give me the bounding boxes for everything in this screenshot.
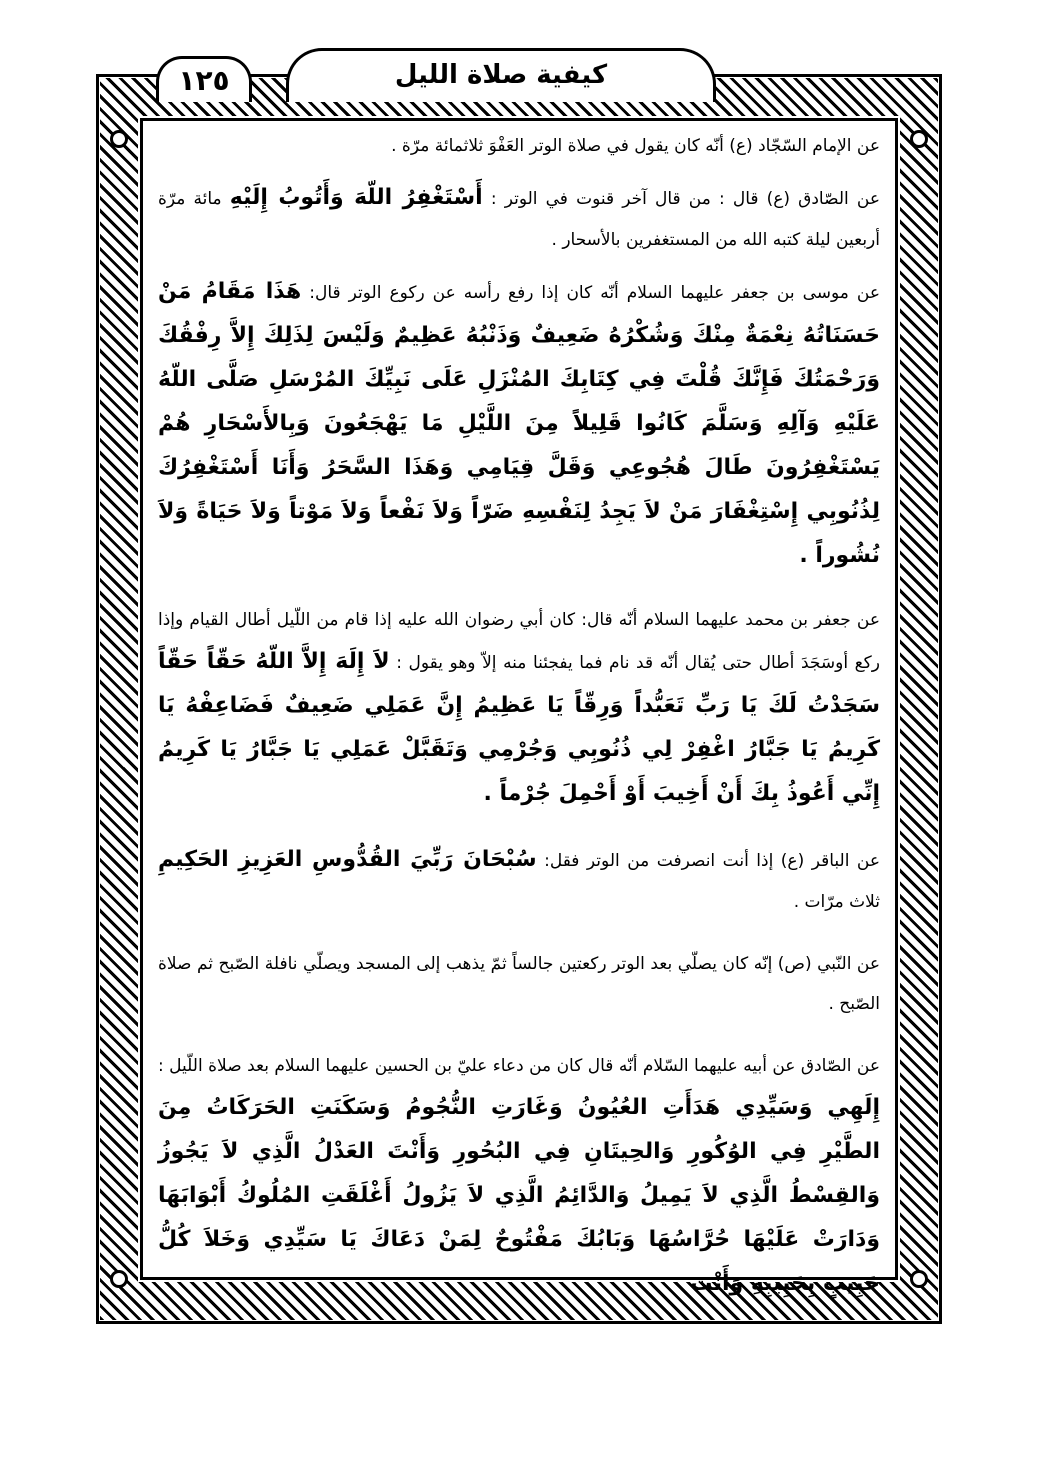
page-title: كيفية صلاة الليل	[286, 48, 716, 102]
narration-text: مائة مرّة أربعين ليلة كتبه الله من المستغفرين بالأسحار .	[158, 189, 880, 250]
narration-text: عن الباقر (ع) إذا أنت انصرفت من الوتر فقل:	[536, 851, 880, 871]
paragraph	[158, 838, 880, 922]
paragraph	[158, 600, 880, 816]
paragraph	[158, 176, 880, 260]
corner-ornament-icon	[110, 130, 128, 148]
corner-ornament-icon	[910, 130, 928, 148]
page-number: ١٢٥	[156, 56, 252, 102]
narration-text: عن موسى بن جعفر عليهما السلام أنّه كان إذا رفع رأسه عن ركوع الوتر قال:	[301, 283, 880, 303]
narration-text: عن النّبي (ص) إنّه كان يصلّي بعد الوتر ركعتين جالساً ثمّ يذهب إلى المسجد ويصلّي نافلة الصّبح ثم صلاة الصّبح .	[158, 954, 880, 1014]
page-content	[158, 126, 880, 1306]
dua-text: أَسْتَغْفِرُ اللّهَ وَأَتُوبُ إِلَيْهِ	[229, 185, 483, 210]
paragraph	[158, 270, 880, 578]
narration-text: عن الصّادق عن أبيه عليهما السّلام أنّه قال كان من دعاء عليّ بن الحسين عليهما السلام بعد صلاة اللّيل :	[158, 1056, 880, 1076]
narration-text: عن جعفر بن محمد عليهما السلام أنّه قال: كان أبي رضوان الله عليه إذا قام من اللّيل أطال القيام وإذا ركع أوسَجَدَ أطال حتى يُقال أنّه قد نام فما يفجئنا منه إلاّ وهو يقول :	[158, 610, 880, 673]
narration-text: ثلاث مرّات .	[793, 892, 880, 912]
dua-text: إِلَهِي وَسَيِّدِي هَدَأَتِ العُيُونُ وَغَارَتِ النُّجُومُ وَسَكَنَتِ الحَرَكَاتُ مِنَ الطَّيْرِ فِي الوُكُورِ وَالحِيتَانِ فِي البُحُورِ وَأَنْتَ العَدْلُ الَّذِي لاَ يَجُوزُ وَالقِسْطُ الَّذِي لاَ يَمِيلُ وَالدَّائِمُ الَّذِي لاَ يَزُولُ أَغْلَقَتِ المُلُوكُ أَبْوَابَهَا وَدَارَتْ عَلَيْهَا حُرَّاسُهَا وَبَابُكَ مَفْتُوحٌ لِمَنْ دَعَاكَ يَا سَيِّدِي وَخَلاَ كُلُّ حَبِيبٍ بِحَبِيبِهِ وَأَنْتَ	[158, 1095, 880, 1296]
paragraph	[158, 944, 880, 1024]
paragraph	[158, 1046, 880, 1306]
dua-text: هَذَا مَقَامُ مَنْ حَسَنَاتُهُ نِعْمَةٌ مِنْكَ وَشُكْرُهُ ضَعِيفٌ وَذَنْبُهُ عَظِيمٌ وَلَيْسَ لِذَلِكَ إِلاَّ رِفْقُكَ وَرَحْمَتُكَ فَإِنَّكَ قُلْتَ فِي كِتَابِكَ المُنْزَلِ عَلَى نَبِيِّكَ المُرْسَلِ صَلَّى اللّهُ عَلَيْهِ وَآلِهِ وَسَلَّمَ كَانُوا قَلِيلاً مِنَ اللَّيْلِ مَا يَهْجَعُونَ وَبِالأَسْحَارِ هُمْ يَسْتَغْفِرُونَ طَالَ هُجُوعِي وَقَلَّ قِيَامِي وَهَذَا السَّحَرُ وَأَنَا أَسْتَغْفِرُكَ لِذُنُوبِي إِسْتِغْفَارَ مَنْ لاَ يَجِدُ لِنَفْسِهِ ضَرّاً وَلاَ نَفْعاً وَلاَ مَوْتاً وَلاَ حَيَاةً وَلاَ نُشُوراً .	[158, 279, 880, 568]
paragraph	[158, 126, 880, 166]
dua-text: لاَ إِلَهَ إِلاَّ اللّهُ حَقّاً حَقّاً سَجَدْتُ لَكَ يَا رَبِّ تَعَبُّداً وَرِقّاً يَا عَظِيمُ إِنَّ عَمَلِي ضَعِيفٌ فَضَاعِفْهُ يَا كَرِيمُ يَا جَبَّارُ اغْفِرْ لِي ذُنُوبِي وَجُرْمِي وَتَقَبَّلْ عَمَلِي يَا جَبَّارُ يَا كَرِيمُ إِنِّي أَعُوذُ بِكَ أَنْ أَخِيبَ أَوْ أَحْمِلَ جُرْماً .	[158, 649, 880, 806]
narration-text: عن الإمام السّجّاد (ع) أنّه كان يقول في صلاة الوتر العَفْوَ ثلاثمائة مرّة .	[391, 136, 880, 156]
dua-text: سُبْحَانَ رَبِّيَ القُدُّوسِ العَزِيزِ الحَكِيمِ	[158, 847, 537, 872]
corner-ornament-icon	[110, 1270, 128, 1288]
narration-text: عن الصّادق (ع) قال : من قال آخر قنوت في الوتر :	[482, 189, 880, 209]
corner-ornament-icon	[910, 1270, 928, 1288]
